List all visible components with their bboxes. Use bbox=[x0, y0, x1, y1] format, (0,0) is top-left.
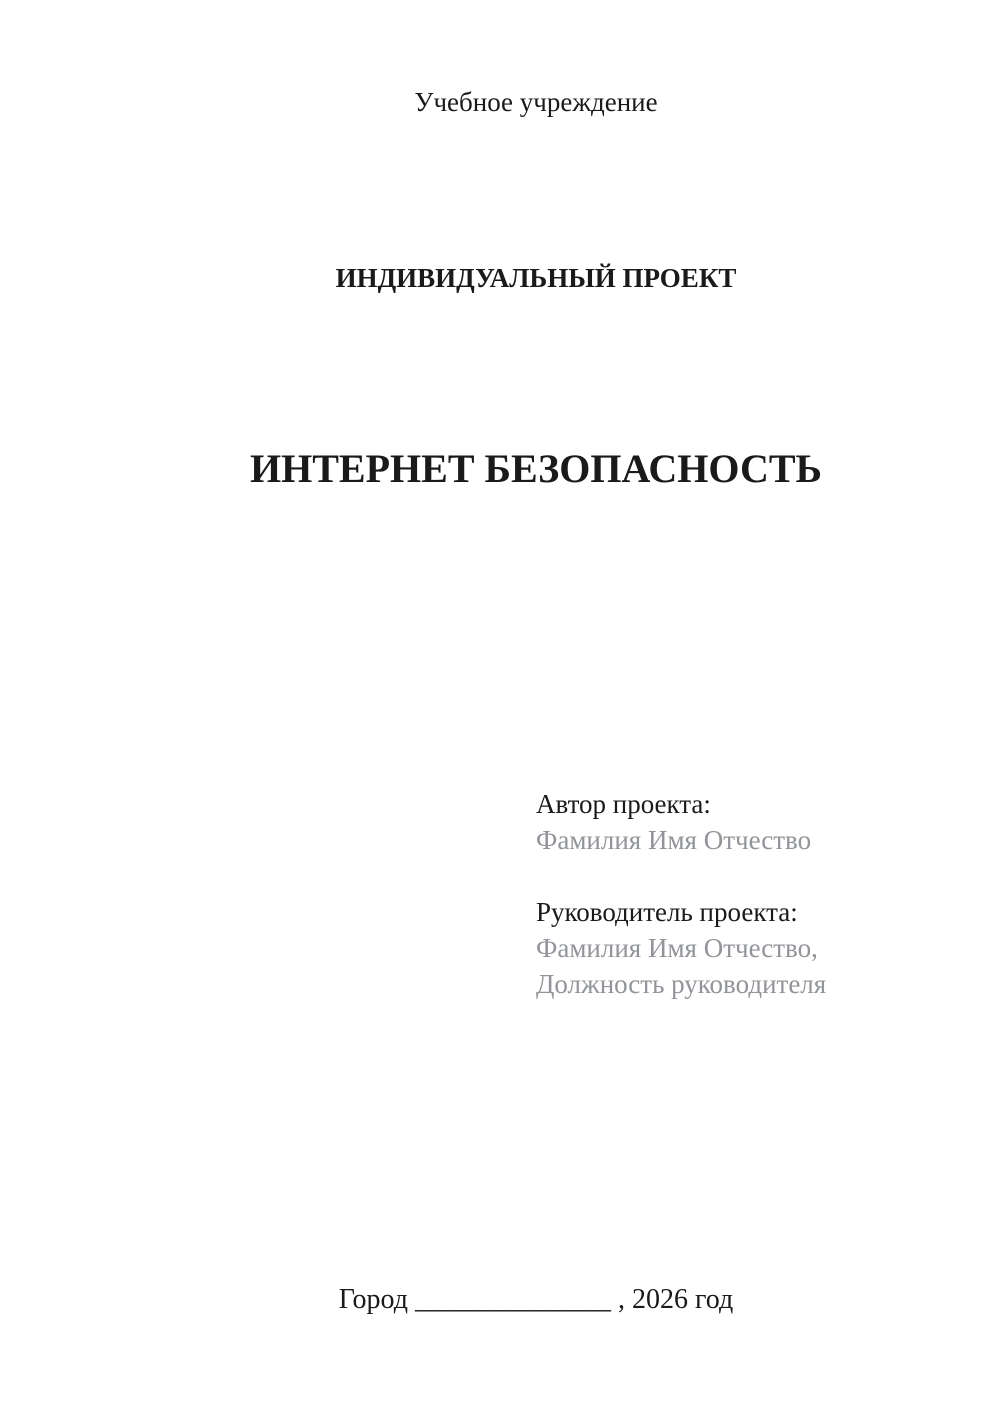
project-type-heading: ИНДИВИДУАЛЬНЫЙ ПРОЕКТ bbox=[335, 263, 737, 293]
author-label: Автор проекта: bbox=[536, 789, 711, 819]
city-label: Город bbox=[338, 1284, 408, 1315]
supervisor-name-placeholder: Фамилия Имя Отчество, bbox=[536, 933, 818, 963]
project-title: ИНТЕРНЕТ БЕЗОПАСНОСТЬ bbox=[250, 446, 822, 491]
city-year-line bbox=[143, 1283, 929, 1317]
city-blank-line: ______________ bbox=[414, 1284, 611, 1315]
author-name-placeholder: Фамилия Имя Отчество bbox=[536, 825, 812, 855]
supervisor-label: Руководитель проекта: bbox=[536, 897, 798, 927]
supervisor-position-placeholder: Должность руководителя bbox=[536, 969, 827, 999]
institution-name: Учебное учреждение bbox=[414, 87, 658, 117]
credits-block bbox=[536, 786, 826, 1002]
credits-gap bbox=[536, 858, 826, 894]
page-content bbox=[143, 0, 929, 1414]
year-text: , 2026 год bbox=[617, 1284, 734, 1315]
